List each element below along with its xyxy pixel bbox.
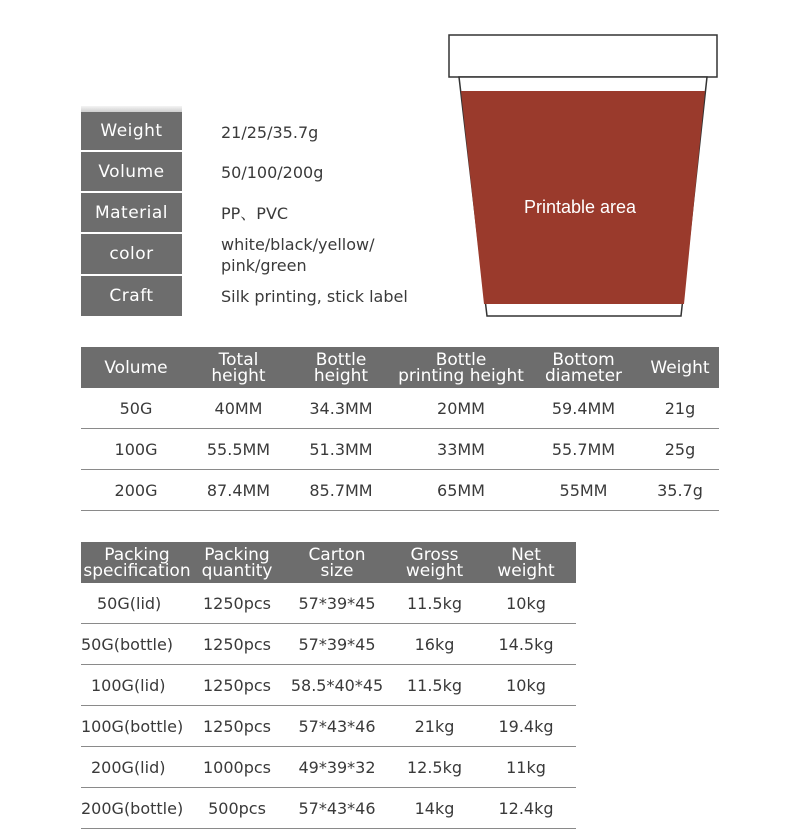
column-header: Carton size — [281, 542, 393, 583]
table-cell: 100G(lid) — [81, 665, 193, 706]
table-cell: 100G(bottle) — [81, 706, 193, 747]
table-row — [81, 706, 576, 747]
table-cell: 12.5kg — [393, 747, 476, 788]
table-cell: 19.4kg — [476, 706, 576, 747]
table-cell: 1250pcs — [193, 665, 281, 706]
table-cell: 1000pcs — [193, 747, 281, 788]
spec-label: color — [81, 234, 182, 276]
spec-label: Volume — [81, 152, 182, 193]
spec-value: white/black/yellow/ pink/green — [221, 235, 375, 275]
table-cell: 55.5MM — [191, 429, 286, 470]
spec-row-weight — [81, 112, 461, 152]
spec-row-material — [81, 193, 461, 234]
table-cell: 55MM — [526, 470, 641, 511]
table-cell: 500pcs — [193, 788, 281, 829]
packing-table-header — [81, 542, 576, 583]
table-cell: 59.4MM — [526, 388, 641, 429]
column-header: Bottle printing height — [396, 347, 526, 388]
table-cell: 21kg — [393, 706, 476, 747]
table-cell: 85.7MM — [286, 470, 396, 511]
spec-row-color — [81, 234, 461, 276]
table-cell: 16kg — [393, 624, 476, 665]
table-cell: 21g — [641, 388, 719, 429]
size-table — [81, 347, 719, 511]
table-cell: 65MM — [396, 470, 526, 511]
table-cell: 35.7g — [641, 470, 719, 511]
table-cell: 87.4MM — [191, 470, 286, 511]
table-cell: 200G(lid) — [81, 747, 193, 788]
column-header: Net weight — [476, 542, 576, 583]
table-row — [81, 429, 719, 470]
table-row — [81, 747, 576, 788]
table-cell: 1250pcs — [193, 583, 281, 624]
table-cell: 57*39*45 — [281, 624, 393, 665]
table-cell: 57*43*46 — [281, 788, 393, 829]
table-cell: 10kg — [476, 665, 576, 706]
table-cell: 57*39*45 — [281, 583, 393, 624]
table-cell: 11.5kg — [393, 665, 476, 706]
table-cell: 33MM — [396, 429, 526, 470]
spec-row-craft — [81, 276, 461, 316]
column-header: Gross weight — [393, 542, 476, 583]
table-cell: 55.7MM — [526, 429, 641, 470]
printable-area-label: Printable area — [523, 197, 637, 217]
table-cell: 14kg — [393, 788, 476, 829]
cup-lid — [449, 35, 717, 77]
spec-list — [81, 112, 461, 316]
table-row — [81, 665, 576, 706]
table-cell: 20MM — [396, 388, 526, 429]
table-cell: 57*43*46 — [281, 706, 393, 747]
spec-value: 50/100/200g — [221, 163, 324, 182]
table-cell: 14.5kg — [476, 624, 576, 665]
table-cell: 200G — [81, 470, 191, 511]
table-cell: 1250pcs — [193, 624, 281, 665]
table-cell: 58.5*40*45 — [281, 665, 393, 706]
column-header: Packing specification — [81, 542, 193, 583]
spec-label: Craft — [81, 276, 182, 316]
table-cell: 100G — [81, 429, 191, 470]
table-cell: 34.3MM — [286, 388, 396, 429]
size-table-header — [81, 347, 719, 388]
table-cell: 51.3MM — [286, 429, 396, 470]
table-row — [81, 788, 576, 829]
spec-value: 21/25/35.7g — [221, 122, 319, 142]
column-header: Weight — [641, 347, 719, 388]
spec-label: Weight — [81, 112, 182, 152]
spec-label: Material — [81, 193, 182, 234]
table-cell: 50G(bottle) — [81, 624, 193, 665]
table-row — [81, 624, 576, 665]
table-cell: 50G(lid) — [81, 583, 193, 624]
table-row — [81, 470, 719, 511]
table-cell: 40MM — [191, 388, 286, 429]
table-cell: 49*39*32 — [281, 747, 393, 788]
table-cell: 200G(bottle) — [81, 788, 193, 829]
packing-table — [81, 542, 576, 829]
spec-value: PP、PVC — [221, 204, 289, 223]
column-header: Bottom diameter — [526, 347, 641, 388]
spec-row-volume — [81, 152, 461, 193]
table-cell: 10kg — [476, 583, 576, 624]
table-cell: 1250pcs — [193, 706, 281, 747]
cup-illustration — [445, 33, 721, 319]
table-row — [81, 583, 576, 624]
column-header: Bottle height — [286, 347, 396, 388]
column-header: Total height — [191, 347, 286, 388]
table-cell: 12.4kg — [476, 788, 576, 829]
table-row — [81, 388, 719, 429]
table-cell: 50G — [81, 388, 191, 429]
column-header: Volume — [81, 347, 191, 388]
spec-value: Silk printing, stick label — [221, 286, 408, 306]
table-cell: 25g — [641, 429, 719, 470]
table-cell: 11kg — [476, 747, 576, 788]
column-header: Packing quantity — [193, 542, 281, 583]
table-cell: 11.5kg — [393, 583, 476, 624]
